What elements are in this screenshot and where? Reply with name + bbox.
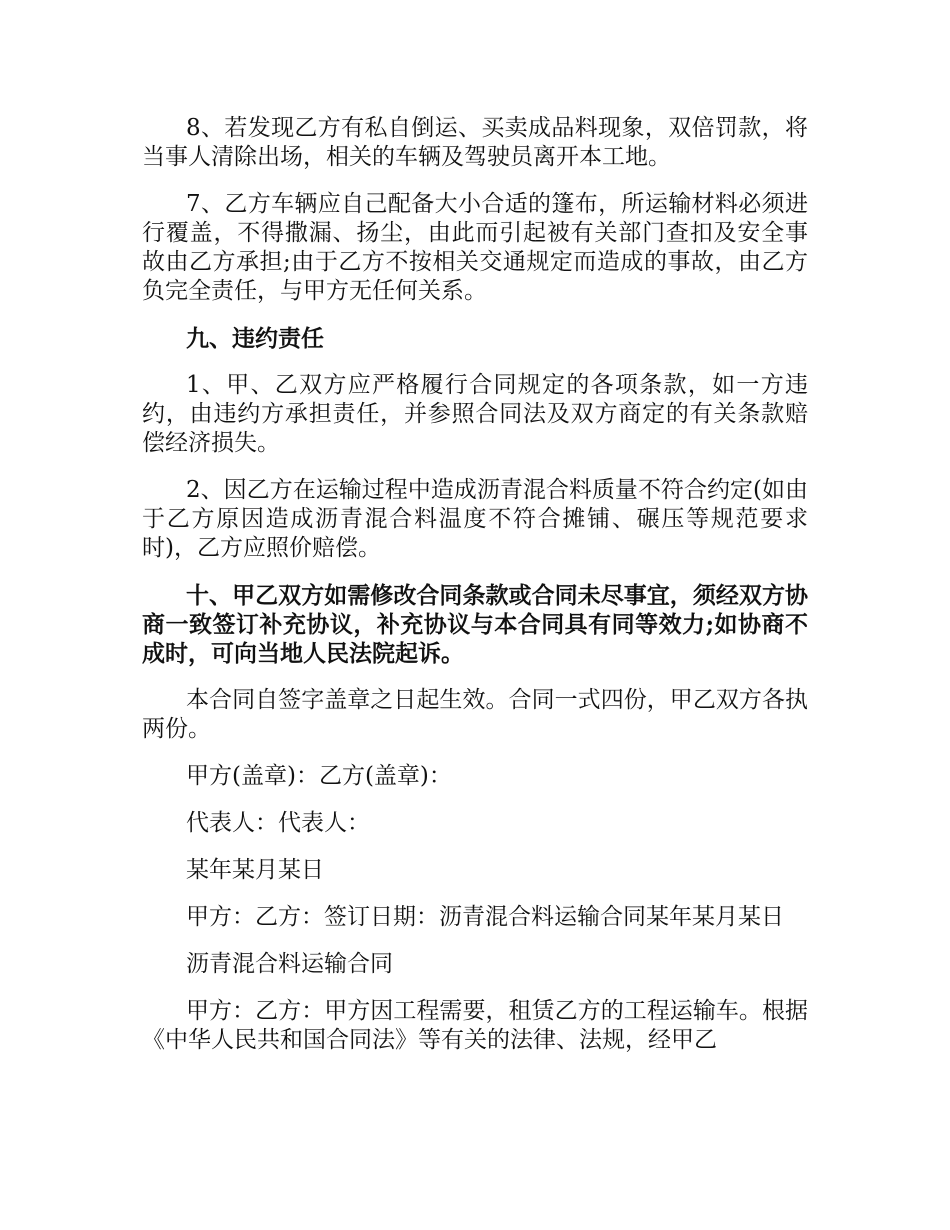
breach-clause-1-paragraph: 1、甲、乙双方应严格履行合同规定的各项条款，如一方违约，由违约方承担责任，并参照合同法及双方商定的有关条款赔偿经济损失。 [142,372,808,456]
contract-intro-paragraph: 甲方：乙方：甲方因工程需要，租赁乙方的工程运输车。根据《中华人民共和国合同法》等有关的法律、法规，经甲乙 [142,998,808,1053]
clause-7-paragraph: 7、乙方车辆应自己配备大小合适的篷布，所运输材料必须进行覆盖，不得撒漏、扬尘，由此而引起被有关部门查扣及安全事故由乙方承担;由于乙方不按相关交通规定而造成的事故，由乙方负完全责任，与甲方无任何关系。 [142,191,808,304]
representative-line: 代表人：代表人： [186,810,370,836]
clause-8-paragraph: 8、若发现乙方有私自倒运、买卖成品料现象，双倍罚款，将当事人清除出场，相关的车辆及驾驶员离开本工地。 [142,115,808,170]
signing-date-line: 甲方：乙方：签订日期：沥青混合料运输合同某年某月某日 [186,904,784,930]
effective-date-paragraph: 本合同自签字盖章之日起生效。合同一式四份，甲乙双方各执两份。 [142,687,808,742]
breach-clause-2-paragraph: 2、因乙方在运输过程中造成沥青混合料质量不符合约定(如由于乙方原因造成沥青混合料温度不符合摊铺、碾压等规范要求时)，乙方应照价赔偿。 [142,477,808,561]
document-page [142,114,808,1073]
seal-line: 甲方(盖章)：乙方(盖章)： [186,763,452,789]
date-line: 某年某月某日 [186,857,324,883]
contract-title: 沥青混合料运输合同 [186,951,393,977]
section-ten-paragraph: 十、甲乙双方如需修改合同条款或合同未尽事宜，须经双方协商一致签订补充协议，补充协议与本合同具有同等效力;如协商不成时，可向当地人民法院起诉。 [142,582,808,667]
section-heading-breach-liability: 九、违约责任 [186,325,324,352]
